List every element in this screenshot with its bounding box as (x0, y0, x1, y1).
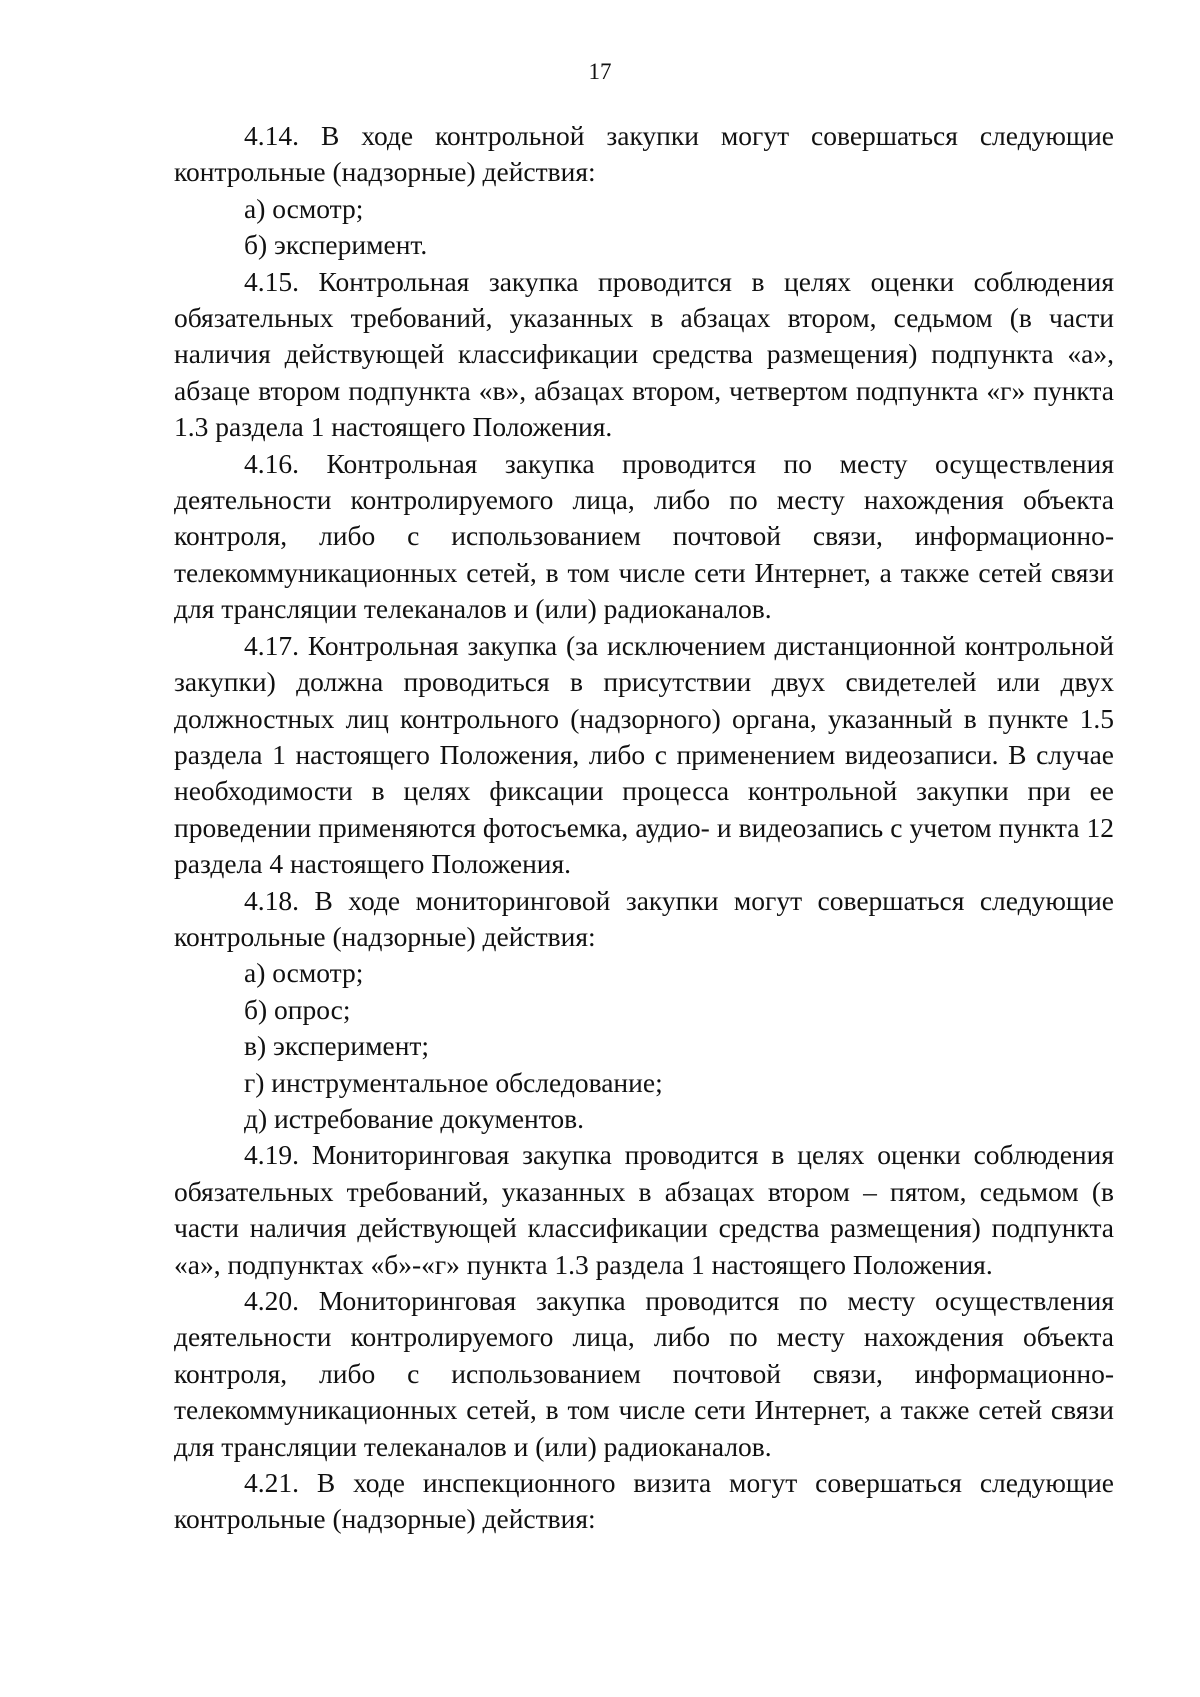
paragraph-4-17: 4.17. Контрольная закупка (за исключением дистанционной контрольной закупки) должна проводиться в присутствии двух свидетелей или двух должностных лиц контрольного (надзорного) органа, указанный в пункте 1.5 раздела 1 настоящего Положения, либо с применением видеозаписи. В случае необходимости в целях фиксации процесса контрольной закупки при ее проведении применяются фотосъемка, аудио- и видеозапись с учетом пункта 12 раздела 4 настоящего Положения. (174, 629, 1114, 880)
list-item: в) эксперимент; (244, 1030, 430, 1062)
paragraph-4-16: 4.16. Контрольная закупка проводится по месту осуществления деятельности контролируемого лица, либо по месту нахождения объекта контроля, либо с использованием почтовой связи, информационно-телекоммуникационных сетей, в том числе сети Интернет, а также сетей связи для трансляции телеканалов и (или) радиоканалов. (174, 447, 1114, 625)
paragraph-4-20: 4.20. Мониторинговая закупка проводится по месту осуществления деятельности контролируемого лица, либо по месту нахождения объекта контроля, либо с использованием почтовой связи, информационно-телекоммуникационных сетей, в том числе сети Интернет, а также сетей связи для трансляции телеканалов и (или) радиоканалов. (174, 1285, 1114, 1462)
paragraph-4-15: 4.15. Контрольная закупка проводится в целях оценки соблюдения обязательных требований, указанных в абзацах втором, седьмом (в части наличия действующей классификации средства размещения) подпункта «а», абзаце втором подпункта «в», абзацах втором, четвертом подпункта «г» пункта 1.3 раздела 1 настоящего Положения. (174, 265, 1114, 443)
list-item: а) осмотр; (244, 957, 364, 989)
paragraph-4-21: 4.21. В ходе инспекционного визита могут совершаться следующие контрольные (надзорные) действия: (174, 1467, 1114, 1535)
document-body (174, 118, 1114, 1538)
paragraph-4-14: 4.14. В ходе контрольной закупки могут совершаться следующие контрольные (надзорные) действия: (174, 120, 1114, 188)
list-item: б) эксперимент. (244, 229, 428, 261)
list-item: г) инструментальное обследование; (244, 1066, 663, 1098)
list-item: д) истребование документов. (244, 1102, 585, 1134)
paragraph-4-18: 4.18. В ходе мониторинговой закупки могут совершаться следующие контрольные (надзорные) действия: (174, 884, 1114, 952)
list-item: б) опрос; (244, 993, 351, 1025)
page-number: 17 (588, 59, 612, 84)
list-item: а) осмотр; (244, 192, 364, 224)
paragraph-4-19: 4.19. Мониторинговая закупка проводится в целях оценки соблюдения обязательных требований, указанных в абзацах втором – пятом, седьмом (в части наличия действующей классификации средства размещения) подпункта «а», подпунктах «б»-«г» пункта 1.3 раздела 1 настоящего Положения. (174, 1139, 1114, 1280)
